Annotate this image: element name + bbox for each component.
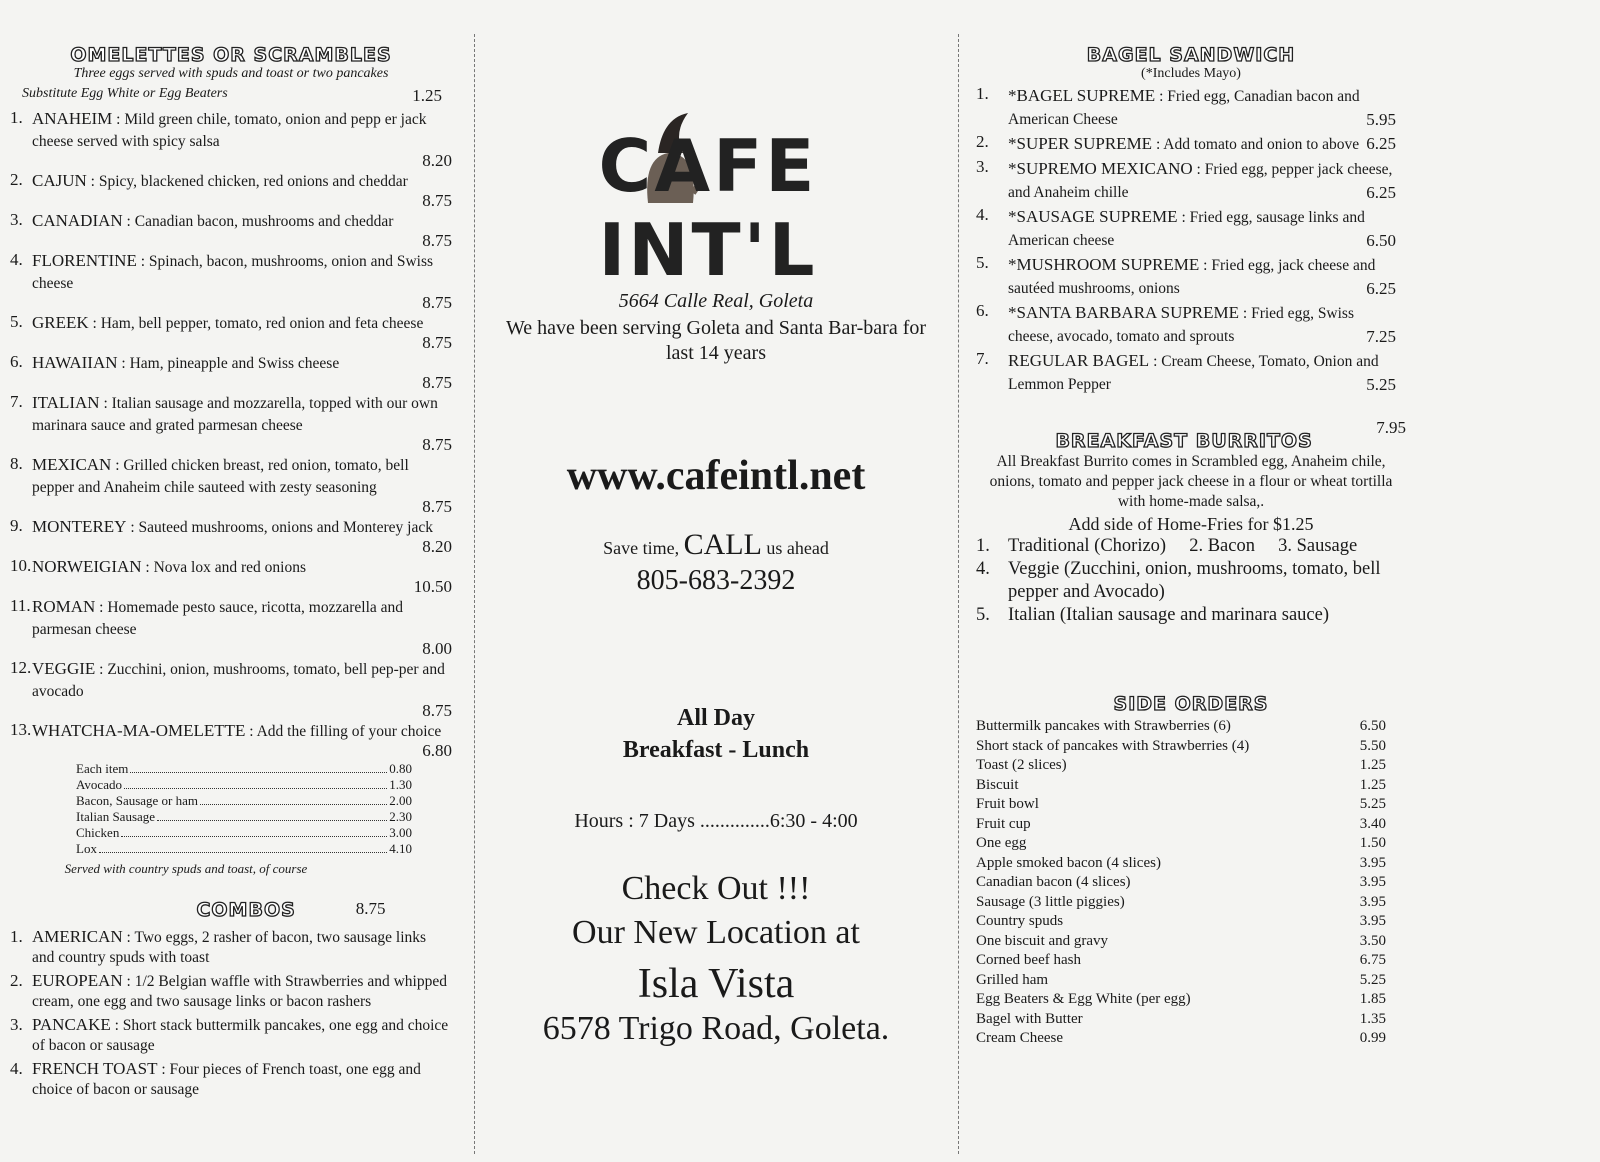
option-number: 4. <box>976 559 990 579</box>
bagel-desc: Fried egg, Canadian bacon and American Cheese <box>1008 88 1360 128</box>
addon-price: 4.10 <box>389 841 412 856</box>
addon-price: 0.80 <box>389 761 412 776</box>
side-name: Egg Beaters & Egg White (per egg) <box>976 991 1191 1007</box>
call-big: CALL <box>683 528 762 561</box>
addon-row <box>76 777 412 793</box>
side-name: Canadian bacon (4 slices) <box>976 874 1131 890</box>
omelette-item <box>10 312 452 351</box>
side-name: Country spuds <box>976 913 1064 929</box>
item-price: 8.20 <box>422 537 452 556</box>
side-price: 1.25 <box>1359 757 1386 773</box>
addon-price: 2.00 <box>389 793 412 808</box>
item-body: ROMAN : Homemade pesto sauce, ricotta, mozzarella and parmesan cheese 8.00 <box>32 597 452 658</box>
bagel-item <box>976 349 1396 396</box>
bagel-number: 5. <box>976 253 989 272</box>
item-body: NORWEIGIAN : Nova lox and red onions 10.50 <box>32 557 452 596</box>
combo-desc: Two eggs, 2 rasher of bacon, two sausage links and country spuds with toast <box>32 929 427 966</box>
bagel-note: (*Includes Mayo) <box>1141 66 1241 81</box>
combo-number: 1. <box>10 927 23 946</box>
addon-price: 1.30 <box>389 777 412 792</box>
bagel-name: *SUPER SUPREME <box>1008 134 1153 153</box>
substitute-price: 1.25 <box>412 86 442 105</box>
side-price: 1.35 <box>1359 1010 1386 1027</box>
new-location: Our New Location at <box>572 914 860 951</box>
side-name: Fruit bowl <box>976 796 1039 812</box>
omelettes-heading: OMELETTES OR SCRAMBLES <box>70 44 392 66</box>
addon-name: Chicken <box>76 825 120 840</box>
side-name: Apple smoked bacon (4 slices) <box>976 854 1161 871</box>
omelette-item <box>10 454 452 515</box>
option-text: Veggie (Zucchini, onion, mushrooms, tomato, bell pepper and Avocado) <box>1008 559 1386 602</box>
side-order-row <box>976 737 1386 757</box>
bagel-name: REGULAR BAGEL <box>1008 351 1150 370</box>
combos-price: 8.75 <box>355 899 386 918</box>
bagel-name: *BAGEL SUPREME <box>1008 86 1156 105</box>
bagel-name: *SANTA BARBARA SUPREME <box>1008 303 1240 322</box>
bagel-body: *SAUSAGE SUPREME : Fried egg, sausage links and American cheese 6.50 <box>1008 207 1396 250</box>
bagel-body: REGULAR BAGEL : Cream Cheese, Tomato, Onion and Lemmon Pepper 5.25 <box>1008 351 1396 394</box>
side-order-row <box>976 776 1386 796</box>
side-name: Toast (2 slices) <box>976 757 1067 773</box>
item-desc: Ham, bell pepper, tomato, red onion and feta cheese <box>100 315 424 332</box>
bagel-item <box>976 132 1396 156</box>
addon-list <box>10 761 452 857</box>
omelette-item <box>10 596 452 657</box>
substitute-row <box>22 86 452 106</box>
item-number: 5. <box>10 312 23 331</box>
side-order-row <box>976 815 1386 835</box>
bagel-price: 5.95 <box>1366 110 1396 129</box>
bagel-price: 6.25 <box>1366 134 1396 153</box>
burrito-option <box>976 558 1406 604</box>
omelette-item <box>10 556 452 595</box>
item-number: 2. <box>10 170 23 189</box>
side-price: 3.95 <box>1359 854 1386 871</box>
item-body: GREEK : Ham, bell pepper, tomato, red onion and feta cheese 8.75 <box>32 313 452 352</box>
combos-heading: COMBOS <box>196 899 296 921</box>
side-order-row <box>976 834 1386 854</box>
addon-leader <box>200 793 387 805</box>
combo-number: 3. <box>10 1015 23 1034</box>
item-price: 8.20 <box>422 151 452 170</box>
new-address: 6578 Trigo Road, Goleta. <box>542 1010 890 1047</box>
omelette-item <box>10 352 452 391</box>
sides-list <box>976 717 1600 1049</box>
bagel-price: 6.25 <box>1366 183 1396 202</box>
item-desc: Canadian bacon, mushrooms and cheddar <box>134 213 394 230</box>
side-order-row <box>976 893 1386 913</box>
hours: Hours : 7 Days ..............6:30 - 4:00 <box>574 810 858 832</box>
bagel-price: 6.50 <box>1366 231 1396 250</box>
side-name: Fruit cup <box>976 815 1031 832</box>
address: 5664 Calle Real, Goleta <box>618 290 814 312</box>
bagel-price: 7.25 <box>1366 327 1396 346</box>
item-price: 8.75 <box>422 701 452 720</box>
side-price: 5.25 <box>1359 971 1386 988</box>
side-name: One biscuit and gravy <box>976 932 1109 949</box>
addon-leader <box>157 809 387 821</box>
combo-body: PANCAKE : Short stack buttermilk pancakes, one egg and choice of bacon or sausage <box>32 1015 449 1054</box>
side-order-row <box>976 1029 1386 1049</box>
item-desc: Ham, pineapple and Swiss cheese <box>129 355 340 372</box>
home-fries-line <box>976 514 1406 535</box>
side-order-row <box>976 990 1386 1010</box>
item-name: ANAHEIM <box>32 109 113 128</box>
side-name: Grilled ham <box>976 971 1049 988</box>
item-body: MONTEREY : Sauteed mushrooms, onions and Monterey jack 8.20 <box>32 517 452 556</box>
combos-header <box>130 899 452 921</box>
addon-name: Lox <box>76 841 97 856</box>
side-price: 3.40 <box>1359 815 1386 832</box>
side-name: Buttermilk pancakes with Strawberries (6) <box>976 718 1231 734</box>
bagel-item <box>976 84 1396 131</box>
bagel-price: 6.25 <box>1366 279 1396 298</box>
bagel-number: 7. <box>976 349 989 368</box>
option-number: 5. <box>976 605 990 625</box>
bagel-item <box>976 253 1396 300</box>
addon-row <box>76 793 412 809</box>
combo-body: AMERICAN : Two eggs, 2 rasher of bacon, two sausage links and country spuds with toast <box>32 927 427 966</box>
item-name: MEXICAN <box>32 455 112 474</box>
side-name: Biscuit <box>976 776 1019 793</box>
omelettes-subtitle: Three eggs served with spuds and toast or two pancakes <box>73 66 389 81</box>
bagel-list <box>976 84 1396 396</box>
item-number: 13. <box>10 720 32 739</box>
side-order-row <box>976 854 1386 874</box>
addon-name: Each item <box>76 761 129 776</box>
side-price: 0.99 <box>1359 1030 1386 1046</box>
item-desc: Grilled chicken breast, red onion, tomato, bell pepper and Anaheim chile sauteed with zesty seasoning <box>32 457 409 496</box>
combo-name: FRENCH TOAST <box>32 1059 158 1078</box>
side-order-row <box>976 1010 1386 1030</box>
combo-body: FRENCH TOAST : Four pieces of French toast, one egg and choice of bacon or sausage <box>32 1059 421 1098</box>
item-body: WHATCHA-MA-OMELETTE : Add the filling of your choice 6.80 <box>32 721 452 760</box>
item-body: MEXICAN : Grilled chicken breast, red onion, tomato, bell pepper and Anaheim chile sauteed with zesty seasoning 8.75 <box>32 455 452 516</box>
item-name: WHATCHA-MA-OMELETTE <box>32 721 246 740</box>
item-name: VEGGIE <box>32 659 96 678</box>
item-price: 8.75 <box>422 333 452 352</box>
bagel-body: *BAGEL SUPREME : Fried egg, Canadian bacon and American Cheese 5.95 <box>1008 86 1396 129</box>
side-price: 6.75 <box>1359 952 1386 968</box>
addon-leader <box>124 777 387 789</box>
side-name: Bagel with Butter <box>976 1010 1083 1027</box>
isla-vista: Isla Vista <box>637 961 795 1007</box>
bagel-number: 4. <box>976 205 989 224</box>
combo-list <box>10 927 452 1100</box>
item-price: 8.75 <box>422 373 452 392</box>
option-text: Traditional (Chorizo) 2. Bacon 3. Sausage <box>1008 536 1358 556</box>
item-name: ROMAN <box>32 597 96 616</box>
side-price: 3.95 <box>1359 893 1386 910</box>
addon-leader <box>121 825 387 837</box>
bagel-number: 6. <box>976 301 989 320</box>
call-pre: Save time, <box>603 538 680 558</box>
item-body: ITALIAN : Italian sausage and mozzarella, topped with our own marinara sauce and grated parmesan cheese 8.75 <box>32 393 452 454</box>
sides-heading: SIDE ORDERS <box>1113 693 1269 715</box>
item-desc: Nova lox and red onions <box>153 559 306 576</box>
combo-number: 4. <box>10 1059 23 1078</box>
item-price: 8.00 <box>422 639 452 658</box>
item-desc: Sauteed mushrooms, onions and Monterey jack <box>138 519 433 536</box>
substitute-text: Substitute Egg White or Egg Beaters <box>22 86 228 101</box>
side-price: 5.25 <box>1359 796 1386 812</box>
bagel-item <box>976 157 1396 204</box>
combo-desc: Four pieces of French toast, one egg and choice of bacon or sausage <box>32 1061 421 1098</box>
side-name: Short stack of pancakes with Strawberries (4) <box>976 737 1250 754</box>
bagel-desc: Fried egg, sausage links and American cheese <box>1008 209 1365 249</box>
omelette-item <box>10 516 452 555</box>
item-name: NORWEIGIAN <box>32 557 142 576</box>
side-price: 1.85 <box>1359 991 1386 1007</box>
side-name: Sausage (3 little piggies) <box>976 893 1125 910</box>
call-post: us ahead <box>766 538 829 558</box>
addon-name: Bacon, Sausage or ham <box>76 793 199 808</box>
right-panel <box>958 0 1600 1162</box>
website-link[interactable]: www.cafeintl.net <box>566 453 866 499</box>
item-number: 10. <box>10 556 32 575</box>
side-order-row <box>976 932 1386 952</box>
item-price: 8.75 <box>422 191 452 210</box>
logo-text: CAFE INT'L <box>598 124 818 292</box>
bagel-body: *MUSHROOM SUPREME : Fried egg, jack cheese and sautéed mushrooms, onions 6.25 <box>1008 255 1396 298</box>
bagel-item <box>976 205 1396 252</box>
all-day: All Day <box>677 705 755 731</box>
bagel-desc: Fried egg, Swiss cheese, avocado, tomato and sprouts <box>1008 305 1355 345</box>
item-body: CANADIAN : Canadian bacon, mushrooms and cheddar 8.75 <box>32 211 452 250</box>
item-number: 3. <box>10 210 23 229</box>
bagel-number: 2. <box>976 132 989 151</box>
combo-name: AMERICAN <box>32 927 123 946</box>
combo-item <box>10 1059 452 1100</box>
addon-row <box>76 809 412 825</box>
burrito-options <box>976 535 1406 627</box>
combo-name: PANCAKE <box>32 1015 111 1034</box>
item-name: CAJUN <box>32 171 87 190</box>
bagel-desc: Cream Cheese, Tomato, Onion and Lemmon Pepper <box>1008 353 1379 393</box>
item-price: 8.75 <box>422 497 452 516</box>
side-name: Cream Cheese <box>976 1030 1064 1046</box>
combo-item <box>10 971 452 1012</box>
item-number: 11. <box>10 596 31 615</box>
bagel-name: *SUPREMO MEXICANO <box>1008 159 1193 178</box>
item-desc: Zucchini, onion, mushrooms, tomato, bell pep-per and avocado <box>32 661 445 700</box>
bagel-number: 3. <box>976 157 989 176</box>
side-price: 3.50 <box>1359 932 1386 949</box>
addon-row <box>76 761 412 777</box>
middle-panel <box>474 0 958 1162</box>
item-name: GREEK <box>32 313 89 332</box>
addon-leader <box>130 761 387 773</box>
home-fries-price: $1.25 <box>1272 514 1314 534</box>
addon-price: 3.00 <box>389 825 412 840</box>
burrito-option <box>976 535 1406 558</box>
addon-name: Italian Sausage <box>76 809 156 824</box>
omelette-item <box>10 392 452 453</box>
bagel-heading: BAGEL SANDWICH <box>1086 44 1296 66</box>
omelette-item <box>10 658 452 719</box>
item-body: FLORENTINE : Spinach, bacon, mushrooms, onion and Swiss cheese 8.75 <box>32 251 452 312</box>
item-desc: Spinach, bacon, mushrooms, onion and Swiss cheese <box>32 253 434 292</box>
side-price: 1.50 <box>1359 835 1386 851</box>
item-body: CAJUN : Spicy, blackened chicken, red onions and cheddar 8.75 <box>32 171 452 210</box>
item-body: ANAHEIM : Mild green chile, tomato, onion and pepp er jack cheese served with spicy salsa 8.20 <box>32 109 452 170</box>
item-desc: Spicy, blackened chicken, red onions and cheddar <box>98 173 408 190</box>
item-price: 8.75 <box>422 231 452 250</box>
bagel-body: *SUPREMO MEXICANO : Fried egg, pepper jack cheese, and Anaheim chille 6.25 <box>1008 159 1396 202</box>
omelette-item <box>10 720 452 759</box>
item-body: VEGGIE : Zucchini, onion, mushrooms, tomato, bell pep-per and avocado 8.75 <box>32 659 452 720</box>
side-name: Corned beef hash <box>976 952 1081 968</box>
bagel-number: 1. <box>976 84 989 103</box>
bagel-price: 5.25 <box>1366 375 1396 394</box>
side-price: 3.95 <box>1359 913 1386 929</box>
combo-desc: Short stack buttermilk pancakes, one egg and choice of bacon or sausage <box>32 1017 449 1054</box>
item-price: 8.75 <box>422 435 452 454</box>
item-number: 7. <box>10 392 23 411</box>
item-name: HAWAIIAN <box>32 353 118 372</box>
omelette-item <box>10 210 452 249</box>
side-order-row <box>976 795 1386 815</box>
burrito-option <box>976 604 1406 627</box>
combo-desc: 1/2 Belgian waffle with Strawberries and whipped cream, one egg and two sausage links or bacon rashers <box>32 973 447 1010</box>
combo-item <box>10 927 452 968</box>
phone-number[interactable]: 805-683-2392 <box>636 565 796 596</box>
side-order-row <box>976 951 1386 971</box>
side-price: 1.25 <box>1359 776 1386 793</box>
omelettes-footnote: Served with country spuds and toast, of course <box>64 861 308 876</box>
burritos-header <box>976 418 1406 452</box>
omelette-item <box>10 108 452 169</box>
left-panel <box>0 0 474 1162</box>
omelette-item <box>10 170 452 209</box>
addon-row <box>76 825 412 841</box>
burritos-heading: BREAKFAST BURRITOS <box>1055 430 1313 452</box>
option-text: Italian (Italian sausage and marinara sauce) <box>1008 605 1330 625</box>
item-desc: Add the filling of your choice <box>256 723 442 740</box>
bagel-name: *SAUSAGE SUPREME <box>1008 207 1178 226</box>
item-body: HAWAIIAN : Ham, pineapple and Swiss cheese 8.75 <box>32 353 452 392</box>
bagel-body: *SANTA BARBARA SUPREME : Fried egg, Swiss cheese, avocado, tomato and sprouts 7.25 <box>1008 303 1396 346</box>
item-number: 6. <box>10 352 23 371</box>
item-name: CANADIAN <box>32 211 123 230</box>
side-price: 3.95 <box>1359 874 1386 890</box>
bagel-name: *MUSHROOM SUPREME <box>1008 255 1200 274</box>
serving-text: We have been serving Goleta and Santa Bar-bara for last 14 years <box>505 317 927 364</box>
item-name: ITALIAN <box>32 393 100 412</box>
item-number: 12. <box>10 658 32 677</box>
burritos-desc: All Breakfast Burrito comes in Scrambled egg, Anaheim chile, onions, tomato and pepper jack cheese in a flour or wheat tortilla with home-made salsa,. <box>989 453 1393 510</box>
call-line <box>474 528 958 562</box>
omelette-list <box>10 108 452 759</box>
bagel-body: *SUPER SUPREME : Add tomato and onion to above 6.25 <box>1008 134 1396 153</box>
item-name: MONTEREY <box>32 517 127 536</box>
combo-item <box>10 1015 452 1056</box>
item-price: 6.80 <box>422 741 452 760</box>
check-out: Check Out !!! <box>621 870 811 907</box>
side-order-row <box>976 756 1386 776</box>
addon-name: Avocado <box>76 777 122 792</box>
side-price: 6.50 <box>1359 718 1386 734</box>
addon-price: 2.30 <box>389 809 412 824</box>
item-desc: Mild green chile, tomato, onion and pepp er jack cheese served with spicy salsa <box>32 111 427 150</box>
item-name: FLORENTINE <box>32 251 137 270</box>
side-price: 5.50 <box>1359 737 1386 754</box>
cafe-logo <box>488 108 928 292</box>
burritos-price: 7.95 <box>1376 418 1406 437</box>
bagel-item <box>976 301 1396 348</box>
side-order-row <box>976 912 1386 932</box>
bagel-desc: Add tomato and onion to above <box>1163 136 1360 153</box>
combo-name: EUROPEAN <box>32 971 123 990</box>
option-number: 1. <box>976 536 990 556</box>
omelette-item <box>10 250 452 311</box>
side-order-row <box>976 971 1386 991</box>
breakfast-lunch: Breakfast - Lunch <box>622 737 810 763</box>
item-number: 4. <box>10 250 23 269</box>
bagel-desc: Fried egg, pepper jack cheese, and Anaheim chille <box>1008 161 1393 201</box>
item-price: 10.50 <box>413 577 452 596</box>
item-desc: Italian sausage and mozzarella, topped with our own marinara sauce and grated parmesan cheese <box>32 395 438 434</box>
item-price: 8.75 <box>422 293 452 312</box>
side-name: One egg <box>976 835 1027 851</box>
addon-leader <box>99 841 387 853</box>
item-number: 1. <box>10 108 23 127</box>
addon-row <box>76 841 412 857</box>
item-desc: Homemade pesto sauce, ricotta, mozzarella and parmesan cheese <box>32 599 404 638</box>
combo-body: EUROPEAN : 1/2 Belgian waffle with Strawberries and whipped cream, one egg and two sausage links or bacon rashers <box>32 971 447 1010</box>
home-fries-text: Add side of Home-Fries for <box>1068 514 1269 534</box>
item-number: 8. <box>10 454 23 473</box>
bagel-desc: Fried egg, jack cheese and sautéed mushrooms, onions <box>1008 257 1376 297</box>
item-number: 9. <box>10 516 23 535</box>
combo-number: 2. <box>10 971 23 990</box>
side-order-row <box>976 873 1386 893</box>
side-order-row <box>976 717 1386 737</box>
